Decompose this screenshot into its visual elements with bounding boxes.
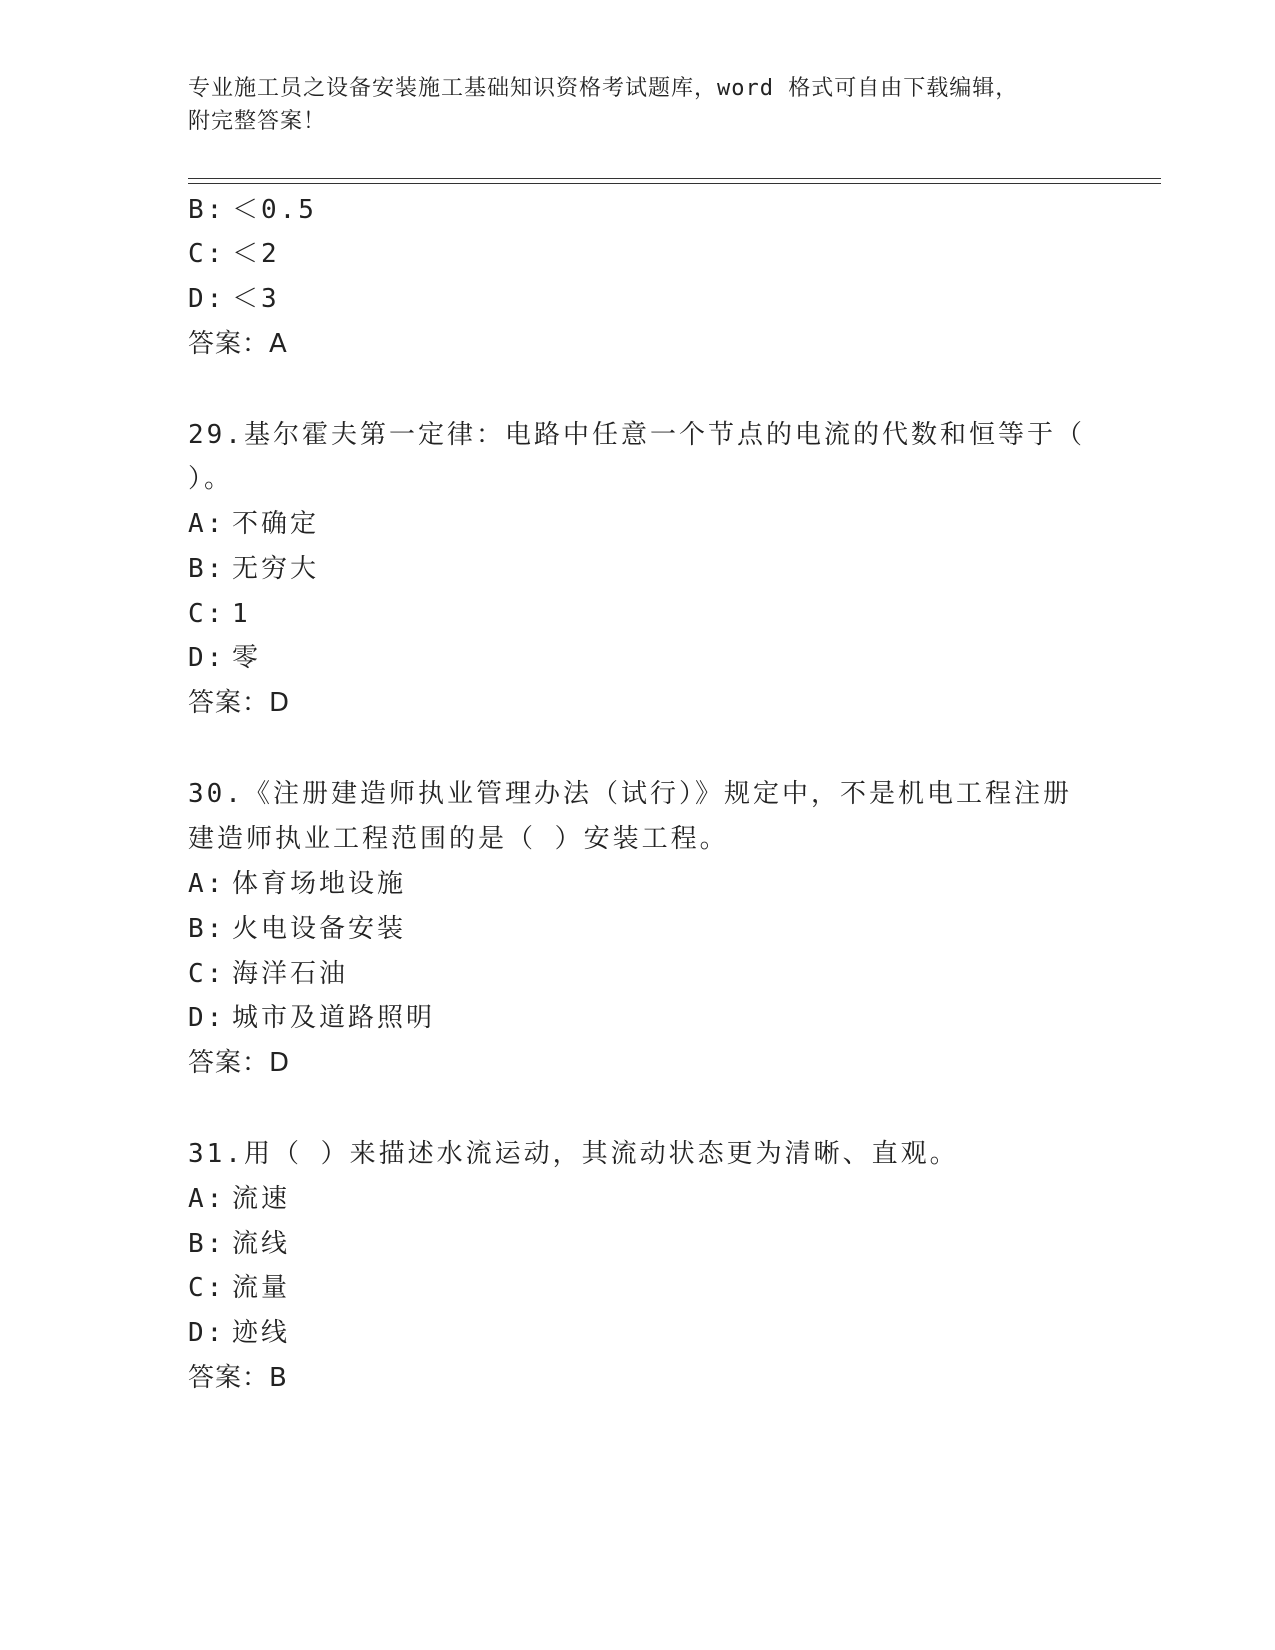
option-text: 不确定 (232, 509, 320, 539)
q29-option-c (188, 599, 251, 629)
q31-option-c (188, 1273, 290, 1303)
q29-option-d (188, 643, 261, 673)
q29-stem-line-1: 29.基尔霍夫第一定律：电路中任意一个节点的电流的代数和恒等于（ (188, 420, 1085, 450)
q29-option-a (188, 509, 319, 539)
option-key: B: (188, 914, 226, 944)
q30-option-a (188, 869, 406, 899)
option-key: A: (188, 1184, 226, 1214)
option-text: ＜0.5 (232, 195, 317, 225)
option-key: D: (188, 1003, 226, 1033)
option-text: 火电设备安装 (232, 914, 407, 944)
q28-option-b (188, 195, 317, 225)
q31-option-a (188, 1184, 290, 1214)
option-key: C: (188, 239, 226, 269)
q29-answer: 答案：D (188, 688, 291, 718)
option-text: ＜3 (232, 284, 280, 314)
option-text: 零 (232, 643, 262, 673)
option-key: B: (188, 554, 226, 584)
header-divider-top (188, 178, 1161, 179)
q30-answer: 答案：D (188, 1048, 291, 1078)
option-text: 流线 (232, 1229, 291, 1259)
q28-answer: 答案：A (188, 329, 288, 359)
header-divider-bottom (188, 183, 1161, 184)
option-text: 城市及道路照明 (232, 1003, 436, 1033)
option-text: 流速 (232, 1184, 291, 1214)
option-key: C: (188, 599, 226, 629)
q29-stem-line-2: ）。 (188, 464, 234, 494)
option-key: A: (188, 869, 226, 899)
header-title-line-2: 附完整答案！ (188, 109, 327, 134)
q29-option-b (188, 554, 319, 584)
option-key: B: (188, 1229, 226, 1259)
document-header (188, 72, 1088, 138)
q30-stem-line-1: 30.《注册建造师执业管理办法（试行）》规定中，不是机电工程注册 (188, 779, 1072, 809)
option-key: D: (188, 284, 226, 314)
option-key: C: (188, 1273, 226, 1303)
option-text: 海洋石油 (232, 959, 349, 989)
q31-option-d (188, 1318, 290, 1348)
option-text: ＜2 (232, 239, 280, 269)
option-text: 迹线 (232, 1318, 291, 1348)
option-key: D: (188, 1318, 226, 1348)
q28-option-d (188, 284, 280, 314)
q30-option-d (188, 1003, 435, 1033)
header-title-line-1: 专业施工员之设备安装施工基础知识资格考试题库，word 格式可自由下载编辑， (188, 76, 1019, 101)
q30-option-c (188, 959, 348, 989)
option-text: 流量 (232, 1273, 291, 1303)
option-text: 1 (232, 599, 251, 629)
q30-option-b (188, 914, 406, 944)
option-key: D: (188, 643, 226, 673)
option-key: A: (188, 509, 226, 539)
q30-stem-line-2: 建造师执业工程范围的是（ ）安装工程。 (188, 824, 729, 854)
option-text: 体育场地设施 (232, 869, 407, 899)
option-key: C: (188, 959, 226, 989)
q31-answer: 答案：B (188, 1363, 288, 1393)
q28-option-c (188, 239, 280, 269)
option-key: B: (188, 195, 226, 225)
q31-option-b (188, 1229, 290, 1259)
q31-stem-line-1: 31.用（ ）来描述水流运动，其流动状态更为清晰、直观。 (188, 1139, 959, 1169)
option-text: 无穷大 (232, 554, 320, 584)
